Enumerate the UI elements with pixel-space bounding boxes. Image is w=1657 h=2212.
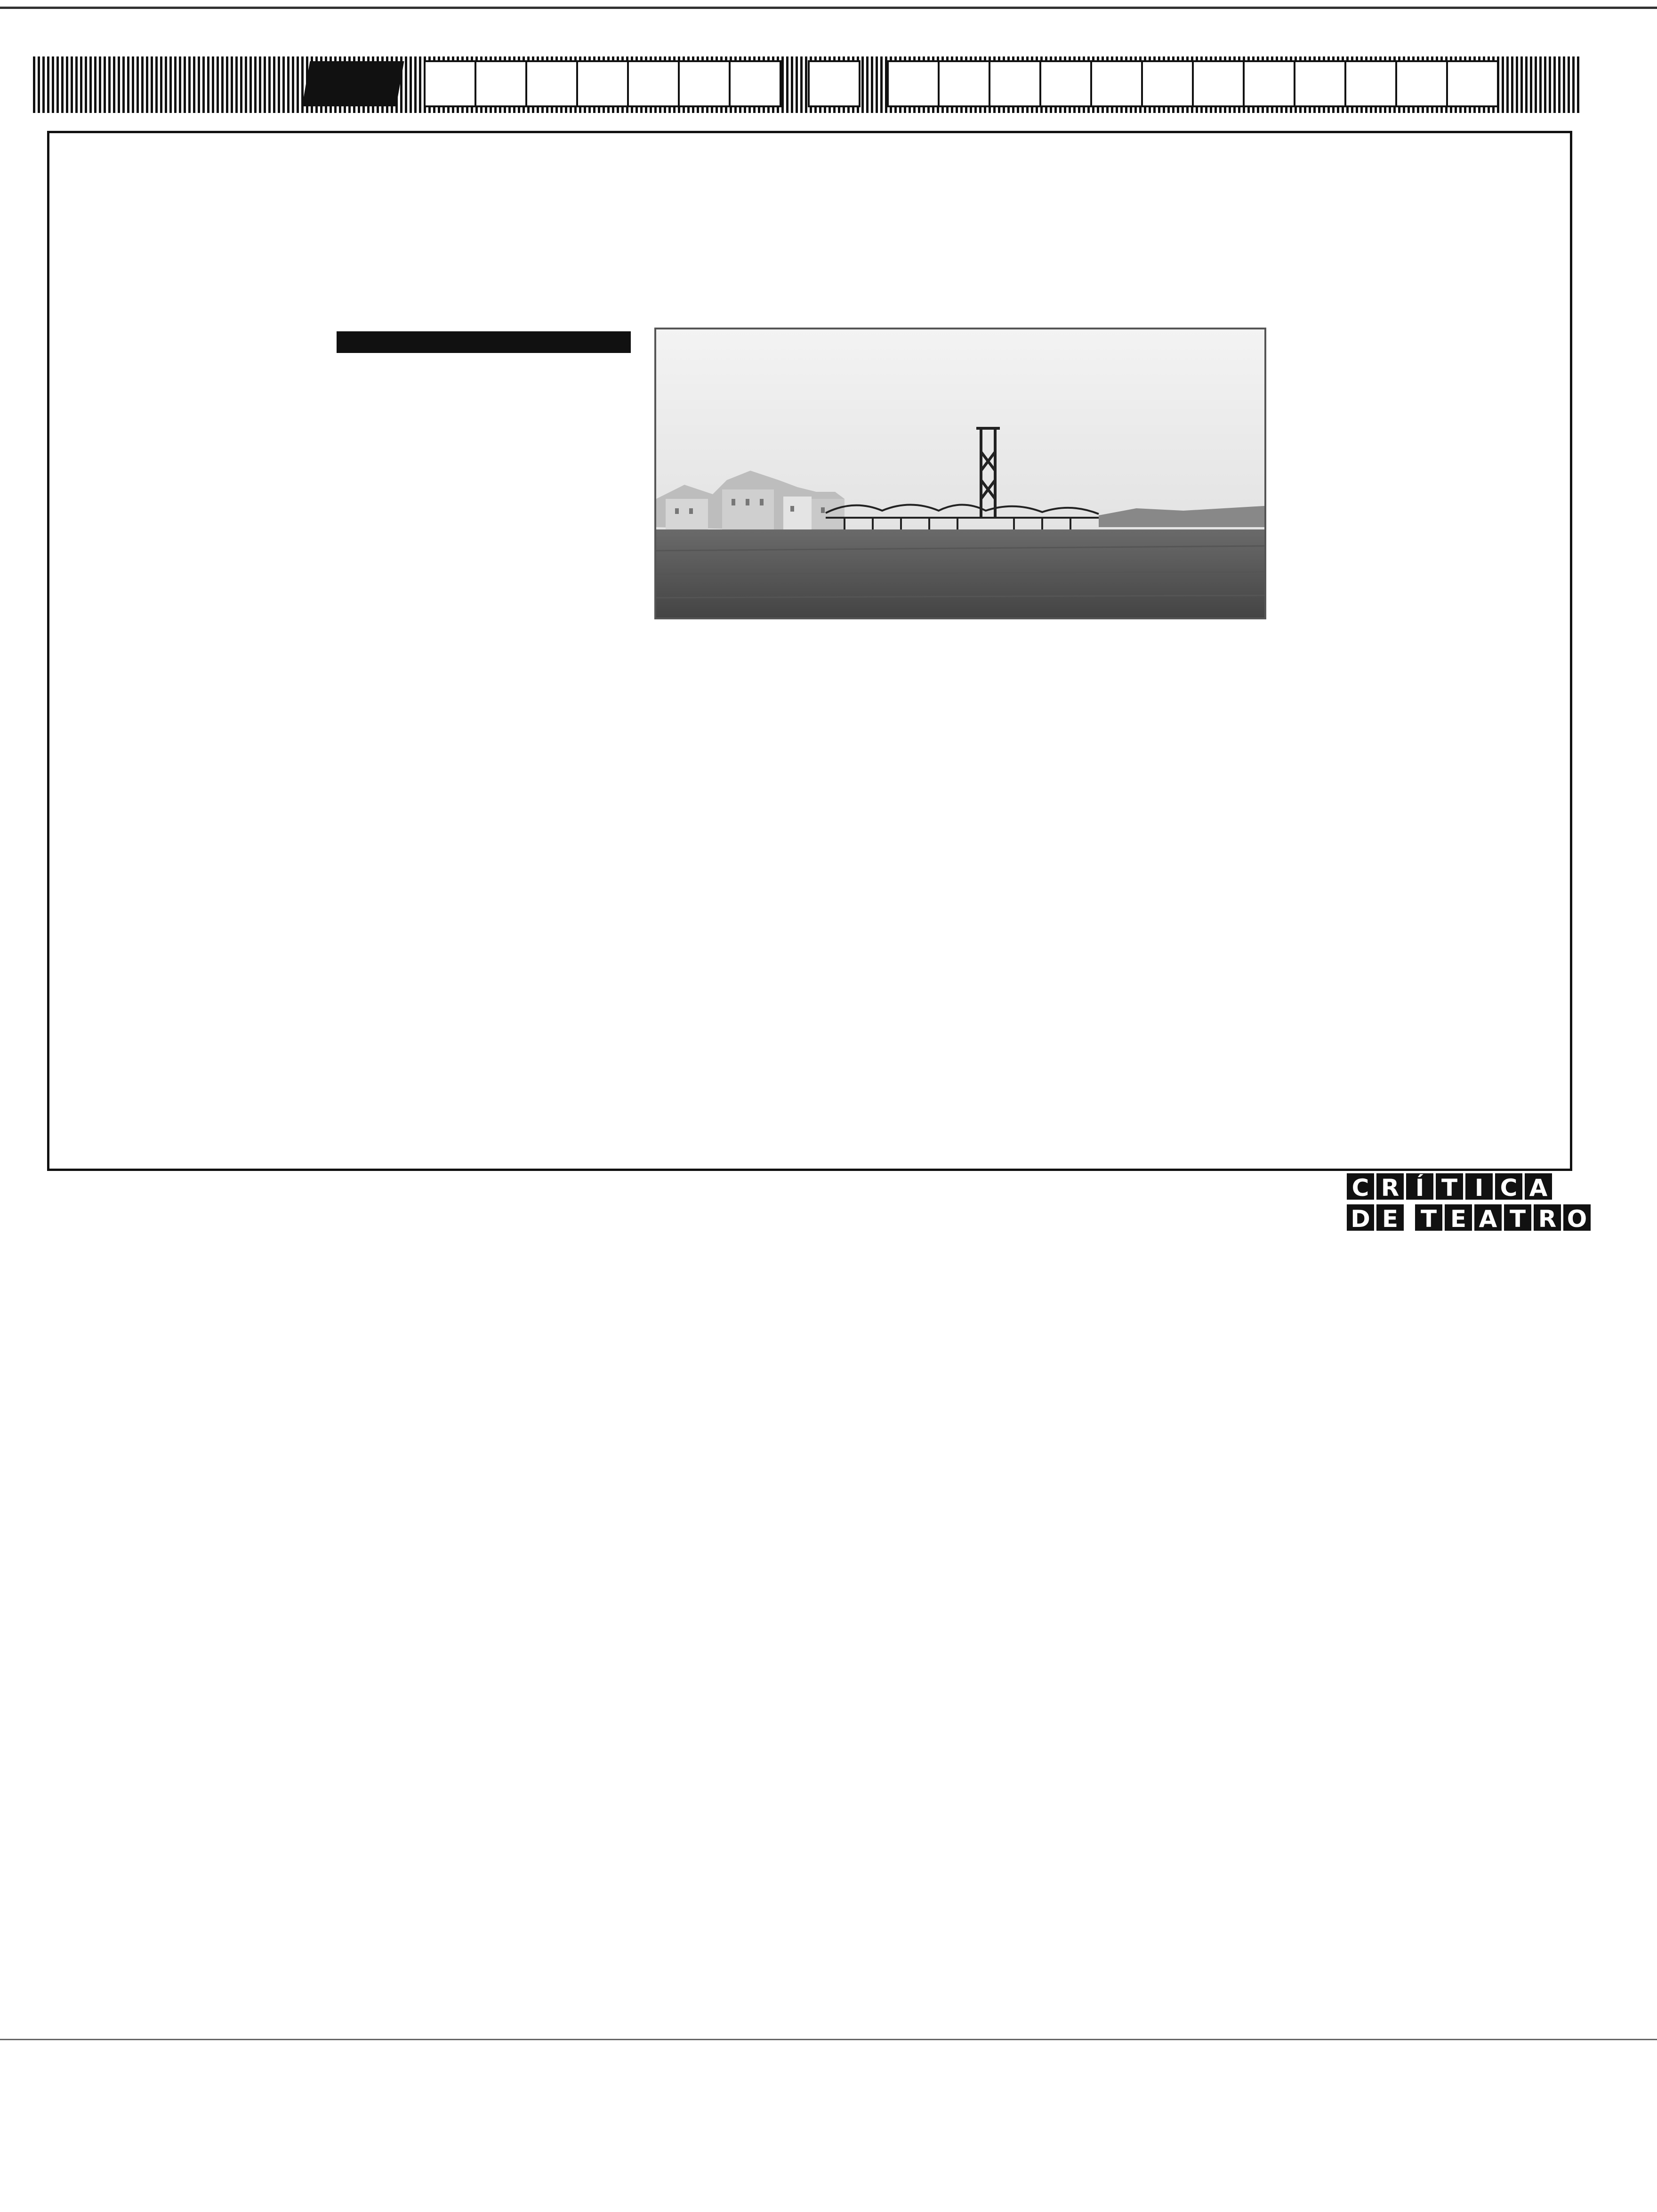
critica-de-teatro-label xyxy=(1345,1172,1587,1266)
section-letter xyxy=(1090,60,1143,107)
section-letter xyxy=(887,60,940,107)
section-letter xyxy=(1344,60,1397,107)
section-letter xyxy=(1395,60,1448,107)
article-column-5 xyxy=(1273,328,1556,339)
watercolor-illustration xyxy=(654,328,1266,619)
section-letter xyxy=(938,60,990,107)
label-letter: E xyxy=(1375,1203,1405,1232)
label-letter: D xyxy=(1345,1203,1375,1232)
label-row-2 xyxy=(1345,1203,1592,1232)
section-letter xyxy=(1446,60,1499,107)
section-letter xyxy=(1294,60,1346,107)
label-letter: O xyxy=(1562,1203,1592,1232)
section-letter xyxy=(729,60,781,107)
article-frame xyxy=(47,131,1572,1171)
section-letter xyxy=(1243,60,1295,107)
section-title xyxy=(424,60,1497,109)
scan-edge-top xyxy=(0,7,1657,9)
label-letter: E xyxy=(1443,1203,1473,1232)
label-letter: R xyxy=(1532,1203,1562,1232)
section-letter xyxy=(424,60,476,107)
section-letter xyxy=(678,60,731,107)
label-letter: Í xyxy=(1405,1172,1435,1201)
illustration-drawing xyxy=(656,329,1264,617)
label-row-1 xyxy=(1345,1172,1553,1201)
section-header-band xyxy=(33,56,1582,113)
label-letter: A xyxy=(1473,1203,1503,1232)
scan-edge-bottom xyxy=(0,2039,1657,2040)
section-letter xyxy=(627,60,680,107)
label-letter: T xyxy=(1434,1172,1464,1201)
label-letter: R xyxy=(1375,1172,1405,1201)
article-byline xyxy=(337,331,631,353)
label-letter: C xyxy=(1345,1172,1375,1201)
label-letter: A xyxy=(1523,1172,1553,1201)
label-letter: C xyxy=(1494,1172,1524,1201)
label-letter: T xyxy=(1414,1203,1444,1232)
section-letter xyxy=(989,60,1041,107)
label-letter: I xyxy=(1464,1172,1494,1201)
section-letter xyxy=(1039,60,1092,107)
section-letter xyxy=(525,60,578,107)
section-letter xyxy=(576,60,629,107)
section-letter xyxy=(1192,60,1245,107)
label-letter: T xyxy=(1503,1203,1533,1232)
section-letter xyxy=(808,60,861,107)
newspaper-logo xyxy=(302,61,404,106)
section-letter xyxy=(475,60,527,107)
section-letter xyxy=(1141,60,1194,107)
